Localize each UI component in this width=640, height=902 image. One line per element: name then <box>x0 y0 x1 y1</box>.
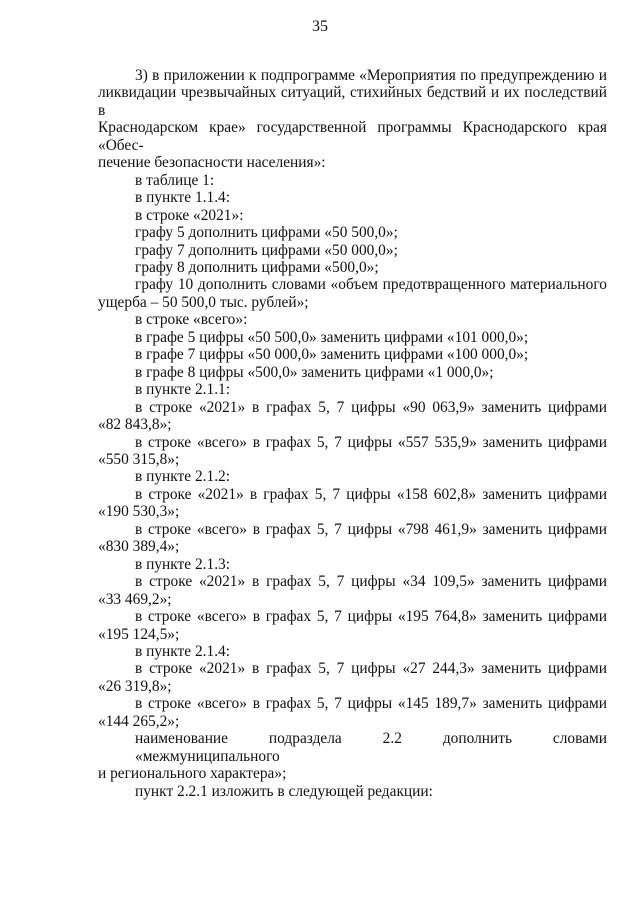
text-line: в строке «всего»: <box>135 311 248 329</box>
text-line: ущерба – 50 500,0 тыс. рублей»; <box>98 293 309 311</box>
text-line: наименование подраздела 2.2 дополнить словами «межмуниципального <box>135 730 607 765</box>
text-line: «190 530,3»; <box>98 503 180 521</box>
text-line: «82 843,8»; <box>98 416 172 434</box>
text-line: графу 7 дополнить цифрами «50 000,0»; <box>135 241 398 259</box>
text-line: в строке «всего» в графах 5, 7 цифры «145 189,7» заменить цифрами <box>135 695 607 713</box>
text-line: в строке «2021» в графах 5, 7 цифры «34 109,5» заменить цифрами <box>135 573 607 591</box>
text-line: в строке «2021»: <box>135 206 244 224</box>
text-line: в графе 5 цифры «50 500,0» заменить цифрами «101 000,0»; <box>135 328 529 346</box>
text-line: «33 469,2»; <box>98 590 172 608</box>
page-number: 35 <box>312 18 328 35</box>
text-line: графу 10 дополнить словами «объем предотвращенного материального <box>135 276 607 294</box>
text-line: «144 265,2»; <box>98 712 180 730</box>
text-line: в пункте 2.1.3: <box>135 555 231 573</box>
text-line: «550 315,8»; <box>98 450 180 468</box>
text-line: графу 5 дополнить цифрами «50 500,0»; <box>135 224 398 242</box>
text-line: в графе 8 цифры «500,0» заменить цифрами «1 000,0»; <box>135 363 494 381</box>
text-line: «26 319,8»; <box>98 677 172 695</box>
text-line: «830 389,4»; <box>98 538 180 556</box>
text-line: в пункте 2.1.1: <box>135 381 231 399</box>
text-line: графу 8 дополнить цифрами «500,0»; <box>135 258 379 276</box>
text-line: в строке «2021» в графах 5, 7 цифры «158 602,8» заменить цифрами <box>135 485 607 503</box>
text-line: печение безопасности населения»: <box>98 154 326 172</box>
text-line: Краснодарском крае» государственной программы Краснодарского края «Обес- <box>98 119 607 154</box>
text-line: в пункте 2.1.2: <box>135 468 231 486</box>
text-line: в графе 7 цифры «50 000,0» заменить цифрами «100 000,0»; <box>135 346 529 364</box>
text-line: ликвидации чрезвычайных ситуаций, стихийных бедствий и их последствий в <box>98 84 607 119</box>
text-line: в пункте 1.1.4: <box>135 189 231 207</box>
text-line: в строке «всего» в графах 5, 7 цифры «195 764,8» заменить цифрами <box>135 608 607 626</box>
text-line: в строке «всего» в графах 5, 7 цифры «798 461,9» заменить цифрами <box>135 520 607 538</box>
text-line: в строке «2021» в графах 5, 7 цифры «90 063,9» заменить цифрами <box>135 398 607 416</box>
text-line: и регионального характера»; <box>98 765 287 783</box>
text-line: в строке «всего» в графах 5, 7 цифры «557 535,9» заменить цифрами <box>135 433 607 451</box>
document-body <box>98 67 607 800</box>
text-line: в строке «2021» в графах 5, 7 цифры «27 244,3» заменить цифрами <box>135 660 607 678</box>
text-line: в таблице 1: <box>135 171 215 189</box>
text-line: в пункте 2.1.4: <box>135 642 231 660</box>
text-line: «195 124,5»; <box>98 625 180 643</box>
text-line: пункт 2.2.1 изложить в следующей редакции: <box>135 782 433 800</box>
text-line: 3) в приложении к подпрограмме «Мероприятия по предупреждению и <box>135 67 607 84</box>
